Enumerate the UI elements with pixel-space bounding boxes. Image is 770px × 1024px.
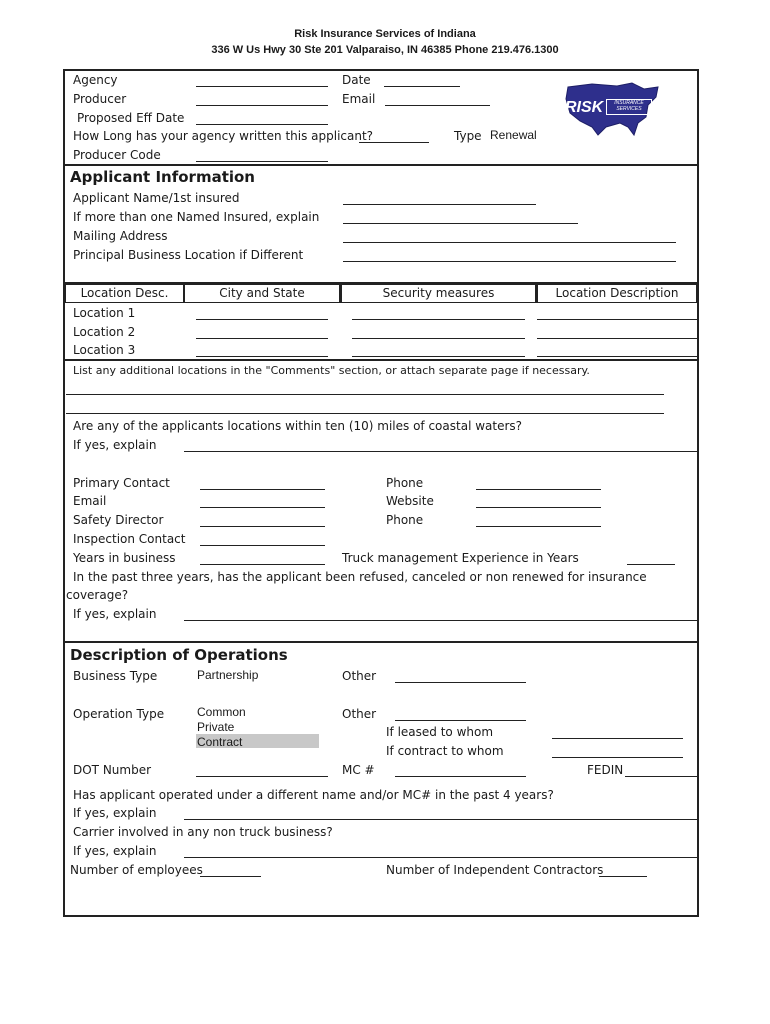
producer-code-label: Producer Code [73,148,161,162]
col-location-desc: Location Desc. [65,284,184,303]
producer-label: Producer [73,92,127,106]
fedin-field[interactable] [625,776,697,777]
leased-label: If leased to whom [386,725,494,739]
divider-applicant [63,164,699,166]
producer-code-field[interactable] [196,161,328,162]
carrier-if-yes-label: If yes, explain [73,844,157,858]
other-label: Other [342,669,377,683]
refused-question-2: coverage? [66,588,129,602]
refused-if-yes-label: If yes, explain [73,607,157,621]
type-label: Type [454,129,482,143]
email-field[interactable] [385,105,490,106]
principal-location-label: Principal Business Location if Different [73,248,304,262]
applicant-name-field[interactable] [343,204,536,205]
company-address: 336 W Us Hwy 30 Ste 201 Valparaiso, IN 46385 Phone 219.476.1300 [211,44,559,56]
truck-experience-label: Truck management Experience in Years [342,551,579,565]
leased-field[interactable] [552,738,683,739]
location-2-description[interactable] [537,338,697,339]
location-1-label: Location 1 [73,306,136,320]
mailing-address-field[interactable] [343,242,676,243]
col-city-state: City and State [184,284,340,303]
additional-locations-line-1[interactable] [66,394,664,395]
agency-field[interactable] [196,86,328,87]
date-field[interactable] [384,86,460,87]
employees-field[interactable] [200,876,261,877]
location-3-description[interactable] [537,356,697,357]
col-location-description: Location Description [536,284,697,303]
inspection-contact-label: Inspection Contact [73,532,186,546]
coastal-if-yes-label: If yes, explain [73,438,157,452]
principal-location-field[interactable] [343,261,676,262]
employees-label: Number of employees [70,863,203,877]
operation-type-label: Operation Type [73,707,165,721]
location-2-city[interactable] [196,338,328,339]
col-security: Security measures [340,284,536,303]
safety-director-label: Safety Director [73,513,164,527]
website-label: Website [386,494,434,508]
mc-field[interactable] [395,776,526,777]
phone-2-label: Phone [386,513,424,527]
op-option-private[interactable]: Private [197,720,235,734]
contractors-field[interactable] [599,876,647,877]
mc-label: MC # [342,763,375,777]
contractors-label: Number of Independent Contractors [386,863,604,877]
operations-title: Description of Operations [70,646,288,664]
primary-contact-field[interactable] [200,489,325,490]
different-name-if-yes-label: If yes, explain [73,806,157,820]
location-3-label: Location 3 [73,343,136,357]
divider-operations [63,641,699,643]
logo-box [606,99,652,115]
location-1-description[interactable] [537,319,697,320]
agency-label: Agency [73,73,118,87]
fedin-label: FEDIN [587,763,624,777]
company-name: Risk Insurance Services of Indiana [294,28,476,40]
primary-contact-label: Primary Contact [73,476,170,490]
website-field[interactable] [476,507,601,508]
logo-text: RISK [565,99,604,116]
phone-label: Phone [386,476,424,490]
mailing-address-label: Mailing Address [73,229,168,243]
refused-explain-field[interactable] [184,620,697,621]
other-2-field[interactable] [395,720,526,721]
email-label: Email [342,92,376,106]
business-type-label: Business Type [73,669,158,683]
location-2-security[interactable] [352,338,525,339]
carrier-explain-field[interactable] [184,857,697,858]
divider-locations-note [63,359,699,361]
different-name-question: Has applicant operated under a different name and/or MC# in the past 4 years? [73,788,554,802]
proposed-eff-date-label: Proposed Eff Date [77,111,185,125]
other-2-label: Other [342,707,377,721]
contact-email-label: Email [73,494,107,508]
inspection-contact-field[interactable] [200,545,325,546]
coastal-question: Are any of the applicants locations within ten (10) miles of coastal waters? [73,419,523,433]
more-than-one-field[interactable] [343,223,578,224]
additional-locations-note: List any additional locations in the "Comments" section, or attach separate page if necessary. [73,364,590,377]
dot-number-field[interactable] [196,776,328,777]
how-long-field[interactable] [359,142,429,143]
location-3-city[interactable] [196,356,328,357]
risk-logo [562,75,662,141]
safety-director-field[interactable] [200,526,325,527]
applicant-info-title: Applicant Information [70,168,255,186]
truck-experience-field[interactable] [627,564,675,565]
type-value[interactable]: Renewal [490,128,537,142]
op-option-common[interactable]: Common [197,705,246,719]
location-3-security[interactable] [352,356,525,357]
coastal-explain-field[interactable] [184,451,697,452]
contract-field[interactable] [552,757,683,758]
logo-sub2: SERVICES [616,106,642,112]
how-long-label: How Long has your agency written this applicant? [73,129,374,143]
contact-email-field[interactable] [200,507,325,508]
applicant-name-label: Applicant Name/1st insured [73,191,240,205]
proposed-eff-date-field[interactable] [196,124,328,125]
additional-locations-line-2[interactable] [66,413,664,414]
date-label: Date [342,73,371,87]
location-2-label: Location 2 [73,325,136,339]
phone-2-field[interactable] [476,526,601,527]
carrier-question: Carrier involved in any non truck business? [73,825,333,839]
years-in-business-label: Years in business [73,551,176,565]
business-type-value[interactable]: Partnership [197,668,259,682]
logo-sub1: INSURANCE [614,100,644,106]
op-option-contract[interactable]: Contract [197,735,243,749]
contract-label: If contract to whom [386,744,504,758]
other-field[interactable] [395,682,526,683]
more-than-one-label: If more than one Named Insured, explain [73,210,320,224]
refused-question-1: In the past three years, has the applicant been refused, canceled or non renewed for insurance [73,570,647,584]
producer-field[interactable] [196,105,328,106]
location-1-city[interactable] [196,319,328,320]
phone-field[interactable] [476,489,601,490]
different-name-explain-field[interactable] [184,819,697,820]
dot-number-label: DOT Number [73,763,152,777]
location-1-security[interactable] [352,319,525,320]
years-in-business-field[interactable] [200,564,325,565]
